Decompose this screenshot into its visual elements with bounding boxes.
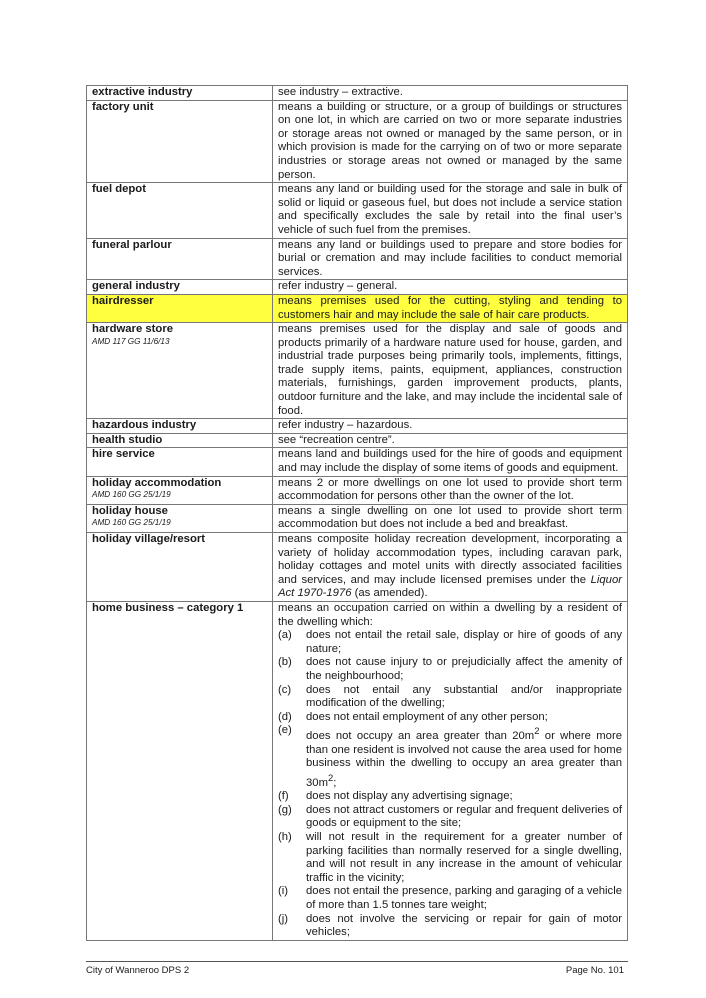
act-title: Liquor Act 1970-1976 [278, 573, 622, 600]
amendment-note: AMD 160 GG 25/1/19 [92, 490, 171, 500]
term-cell [87, 504, 273, 532]
term: hazardous industry [92, 419, 197, 432]
item-label: (b) [278, 656, 292, 669]
table-row [87, 183, 628, 238]
definition-cell [273, 533, 628, 602]
footer-document-title: City of Wanneroo DPS 2 [86, 965, 190, 976]
term: hairdresser [92, 294, 154, 307]
table-row [87, 100, 628, 183]
list-item [278, 629, 622, 656]
definition: means any land or building used for the storage and sale in bulk of solid or liquid or gaseous fuel, but does not include a service station and specifically excludes the sale by retail into the final user’s vehicle of such fuel from the premises. [278, 183, 622, 236]
term: extractive industry [92, 86, 193, 98]
item-label: (j) [278, 912, 289, 925]
amendment-note: AMD 160 GG 25/1/19 [92, 518, 171, 528]
definition-cell [273, 294, 628, 322]
table-row [87, 238, 628, 280]
table-row [87, 280, 628, 295]
term: general industry [92, 280, 180, 293]
item-text: does not involve the servicing or repair for gain of motor vehicles; [306, 912, 622, 939]
definitions-table [86, 85, 628, 941]
definition-cell [273, 433, 628, 448]
term-cell [87, 476, 273, 504]
definition-cell [273, 601, 628, 940]
definition: see industry – extractive. [278, 86, 403, 98]
table-row [87, 533, 628, 602]
item-text: does not entail any substantial and/or inappropriate modification of the dwelling; [306, 683, 622, 710]
definition: means any land or buildings used to prepare and store bodies for burial or cremation and may include facilities to conduct memorial services. [278, 238, 622, 278]
definition-cell [273, 476, 628, 504]
definition: means land and buildings used for the hire of goods and equipment and may include the display of some items of goods and equipment. [278, 448, 622, 475]
term-cell [87, 323, 273, 419]
definition: means an occupation carried on within a dwelling by a resident of the dwelling which: [278, 601, 622, 628]
criteria-list [278, 629, 622, 940]
term-cell [87, 294, 273, 322]
definition: see “recreation centre”. [278, 433, 395, 446]
list-item [278, 656, 622, 683]
term: hardware store [92, 323, 173, 336]
definition-cell [273, 504, 628, 532]
list-item [278, 804, 622, 831]
list-item [278, 724, 622, 790]
term-cell [87, 533, 273, 602]
item-text: does not entail the retail sale, display or hire of goods of any nature; [306, 629, 622, 655]
table-row [87, 323, 628, 419]
item-text: does not attract customers or regular and frequent deliveries of goods or equipment to the site; [306, 803, 622, 830]
item-label: (d) [278, 710, 292, 723]
definition-cell [273, 419, 628, 434]
term: holiday accommodation [92, 476, 222, 489]
term-cell [87, 238, 273, 280]
term-cell [87, 601, 273, 940]
definition-cell [273, 448, 628, 476]
table-row [87, 504, 628, 532]
term: fuel depot [92, 183, 146, 196]
table-row [87, 476, 628, 504]
definition-cell [273, 100, 628, 183]
definition: means 2 or more dwellings on one lot used to provide short term accommodation for persons other than the owner of the lot. [278, 476, 622, 503]
definition-cell [273, 280, 628, 295]
item-label: (a) [278, 629, 292, 642]
definition-cell [273, 323, 628, 419]
table-row [87, 419, 628, 434]
item-text: does not entail employment of any other person; [306, 710, 548, 723]
term: holiday house [92, 504, 168, 517]
definition: means premises used for the display and sale of goods and products primarily of a hardware nature used for house, garden, and industrial trade purposes being primarily tools, implements, fittings, trade supply items, paints, equipment, appliances, construction materials, furnishings, garden improvement products, plants, outdoor furniture and the lake, and may include the incidental sale of food. [278, 323, 622, 417]
term-cell [87, 419, 273, 434]
item-text: does not entail the presence, parking and garaging of a vehicle of more than 1.5 tonnes tare weight; [306, 885, 622, 911]
item-text: does not display any advertising signage; [306, 790, 513, 803]
term-cell [87, 183, 273, 238]
table-row [87, 448, 628, 476]
term-cell [87, 100, 273, 183]
table-row [87, 86, 628, 101]
item-text: does not cause injury to or prejudicially affect the amenity of the neighbourhood; [306, 656, 622, 682]
highlighted-row [87, 294, 628, 322]
amendment-note: AMD 117 GG 11/6/13 [92, 336, 170, 346]
term: funeral parlour [92, 238, 172, 251]
list-item [278, 913, 622, 940]
list-item [278, 885, 622, 912]
item-label: (c) [278, 683, 292, 696]
definition-cell [273, 238, 628, 280]
footer-divider [86, 961, 628, 962]
definition: refer industry – general. [278, 280, 398, 293]
term-cell [87, 448, 273, 476]
footer-page-number: Page No. 101 [565, 965, 624, 976]
item-label: (h) [278, 831, 292, 843]
definition: means a building or structure, or a group of buildings or structures on one lot, in which are carried on two or more separate industries or storage areas not owned or managed by the same person, or in which provision is made for the carrying on of two or more separate industries or storage areas not owned or managed by the same person. [278, 100, 622, 181]
list-item [278, 684, 622, 711]
term-cell [87, 433, 273, 448]
definition-end: (as amended). [351, 587, 428, 600]
definition-cell [273, 86, 628, 101]
item-label: (f) [278, 790, 289, 803]
term: home business – category 1 [92, 601, 244, 614]
list-item [278, 711, 622, 725]
definition: means a single dwelling on one lot used to provide short term accommodation but does not include a bed and breakfast. [278, 504, 622, 531]
item-text: does not occupy an area greater than $20m^2$ or where more than one resident is involved not cause the area used for home business within the dwelling to occupy an area greater than $30m^2$; [306, 725, 623, 789]
term: hire service [92, 448, 155, 461]
item-label: (i) [278, 885, 289, 898]
term-cell [87, 280, 273, 295]
table-row [87, 433, 628, 448]
term: factory unit [92, 100, 154, 113]
item-label: (g) [278, 803, 292, 816]
list-item [278, 831, 622, 885]
item-text: will not result in the requirement for a greater number of parking facilities than normally reserved for a single dwelling, and will not result in any increase in the amount of vehicular traffic in the vicinity; [306, 831, 622, 884]
definition: refer industry – hazardous. [278, 419, 413, 432]
definition: means composite holiday recreation development, incorporating a variety of holiday accommodation types, including caravan park, holiday cottages and motel units with directly associated facilities and services, and may include licensed premises under the [278, 533, 622, 586]
list-item [278, 790, 622, 804]
item-label: (e) [278, 724, 292, 737]
term: health studio [92, 433, 163, 446]
definition: means premises used for the cutting, styling and tending to customers hair and may include the sale of hair care products. [278, 294, 622, 321]
term: holiday village/resort [92, 533, 206, 545]
table-row [87, 601, 628, 940]
definition-cell [273, 183, 628, 238]
term-cell [87, 86, 273, 101]
